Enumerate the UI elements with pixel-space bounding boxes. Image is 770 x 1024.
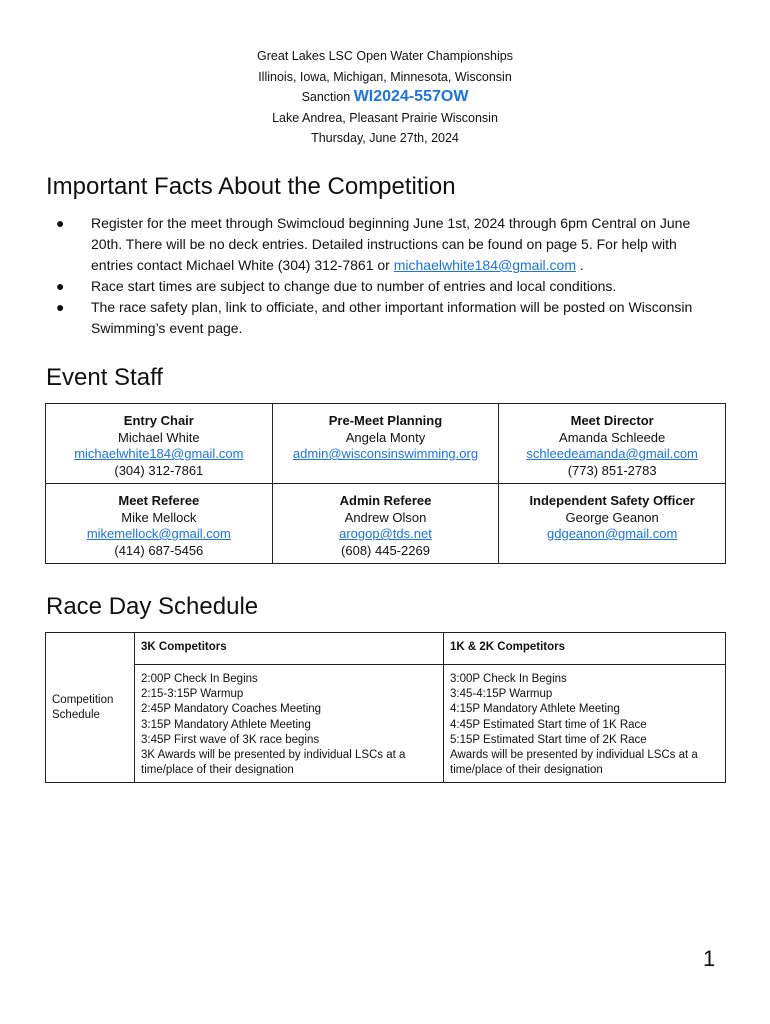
page-number: 1 bbox=[703, 946, 716, 971]
schedule-body-row bbox=[46, 665, 726, 783]
schedule-heading: Race Day Schedule bbox=[46, 593, 259, 620]
fact-item-safety-plan bbox=[56, 297, 716, 339]
sanction-label: Sanction bbox=[301, 90, 351, 104]
schedule-item: 2:15-3:15P Warmup bbox=[141, 688, 244, 701]
staff-cell-pre-meet-planning bbox=[272, 404, 499, 484]
schedule-row-label: Competition Schedule bbox=[46, 633, 135, 783]
schedule-3k-items bbox=[135, 665, 444, 783]
staff-name: Michael White bbox=[118, 429, 200, 445]
facts-heading: Important Facts About the Competition bbox=[46, 173, 456, 200]
schedule-item: 2:00P Check In Begins bbox=[141, 673, 258, 685]
staff-cell-safety-officer bbox=[499, 484, 726, 564]
staff-name: Amanda Schleede bbox=[559, 429, 666, 445]
participating-states: Illinois, Iowa, Michigan, Minnesota, Wisconsin bbox=[258, 69, 512, 84]
staff-email-link[interactable]: arogop@tds.net bbox=[339, 526, 432, 541]
staff-role: Entry Chair bbox=[123, 413, 194, 428]
schedule-table bbox=[45, 632, 726, 783]
schedule-item: 3:00P Check In Begins bbox=[450, 673, 567, 685]
schedule-item: 2:45P Mandatory Coaches Meeting bbox=[141, 703, 322, 716]
event-location: Lake Andrea, Pleasant Prairie Wisconsin bbox=[272, 110, 498, 125]
sanction-code: WI2024-557OW bbox=[353, 88, 469, 105]
staff-row bbox=[46, 404, 726, 484]
contact-email-link[interactable]: michaelwhite184@gmail.com bbox=[393, 257, 577, 273]
championship-title: Great Lakes LSC Open Water Championships bbox=[257, 49, 513, 63]
staff-cell-entry-chair bbox=[46, 404, 273, 484]
fact-item-start-times bbox=[56, 276, 716, 297]
staff-cell-admin-referee bbox=[272, 484, 499, 564]
fact-text: Race start times are subject to change due to number of entries and local conditions. bbox=[91, 278, 617, 294]
staff-name: Angela Monty bbox=[345, 429, 426, 445]
schedule-item: Awards will be presented by individual LSCs at a time/place of their designation bbox=[450, 749, 698, 777]
staff-phone: (304) 312-7861 bbox=[114, 462, 204, 478]
schedule-item: 3K Awards will be presented by individual LSCs at a time/place of their designation bbox=[141, 749, 406, 777]
schedule-3k-header: 3K Competitors bbox=[135, 633, 444, 665]
schedule-item: 4:15P Mandatory Athlete Meeting bbox=[450, 703, 620, 716]
schedule-1k-2k-items bbox=[444, 665, 726, 783]
staff-email-link[interactable]: michaelwhite184@gmail.com bbox=[74, 446, 244, 461]
staff-email-link[interactable]: admin@wisconsinswimming.org bbox=[292, 446, 479, 461]
schedule-item: 3:15P Mandatory Athlete Meeting bbox=[141, 718, 311, 731]
schedule-item: 4:45P Estimated Start time of 1K Race bbox=[450, 718, 647, 731]
staff-email-link[interactable]: mikemellock@gmail.com bbox=[86, 526, 231, 541]
staff-name: Mike Mellock bbox=[121, 509, 197, 525]
schedule-item: 5:15P Estimated Start time of 2K Race bbox=[450, 733, 647, 746]
staff-role: Independent Safety Officer bbox=[529, 493, 695, 508]
bullet-icon: ● bbox=[56, 278, 65, 294]
fact-text: Register for the meet through Swimcloud beginning June 1st, 2024 through 6pm Central on June 20th. There will be no deck entries. Detailed instructions can be found on page 5. For help with entries contact Michael White (304) 312-7861 or bbox=[91, 215, 691, 273]
staff-role: Pre-Meet Planning bbox=[328, 413, 443, 428]
staff-phone: (773) 851-2783 bbox=[567, 462, 657, 478]
schedule-item: 3:45P First wave of 3K race begins bbox=[141, 733, 320, 746]
staff-name: Andrew Olson bbox=[344, 509, 427, 525]
staff-role: Meet Director bbox=[570, 413, 654, 428]
schedule-item: 3:45-4:15P Warmup bbox=[450, 688, 553, 701]
staff-role: Admin Referee bbox=[339, 493, 432, 508]
facts-list bbox=[56, 213, 716, 339]
staff-cell-meet-director bbox=[499, 404, 726, 484]
staff-heading: Event Staff bbox=[46, 364, 163, 391]
staff-cell-meet-referee bbox=[46, 484, 273, 564]
fact-text-end: . bbox=[576, 257, 584, 273]
schedule-header-row bbox=[46, 633, 726, 665]
sanction-line bbox=[0, 87, 770, 108]
schedule-1k-2k-header: 1K & 2K Competitors bbox=[444, 633, 726, 665]
staff-row bbox=[46, 484, 726, 564]
fact-item-registration bbox=[56, 213, 716, 276]
staff-email-link[interactable]: gdgeanon@gmail.com bbox=[547, 526, 678, 541]
staff-phone: (608) 445-2269 bbox=[341, 542, 430, 558]
staff-name: George Geanon bbox=[565, 509, 659, 525]
bullet-icon: ● bbox=[56, 299, 65, 315]
staff-table bbox=[45, 403, 726, 564]
staff-email-link[interactable]: schleedeamanda@gmail.com bbox=[526, 446, 698, 461]
fact-text: The race safety plan, link to officiate, and other important information will be posted on Wisconsin Swimming’s event page. bbox=[91, 299, 693, 336]
staff-phone: (414) 687-5456 bbox=[114, 542, 204, 558]
event-date: Thursday, June 27th, 2024 bbox=[311, 131, 459, 145]
bullet-icon: ● bbox=[56, 215, 65, 231]
staff-role: Meet Referee bbox=[118, 493, 200, 508]
document-header bbox=[0, 46, 770, 149]
